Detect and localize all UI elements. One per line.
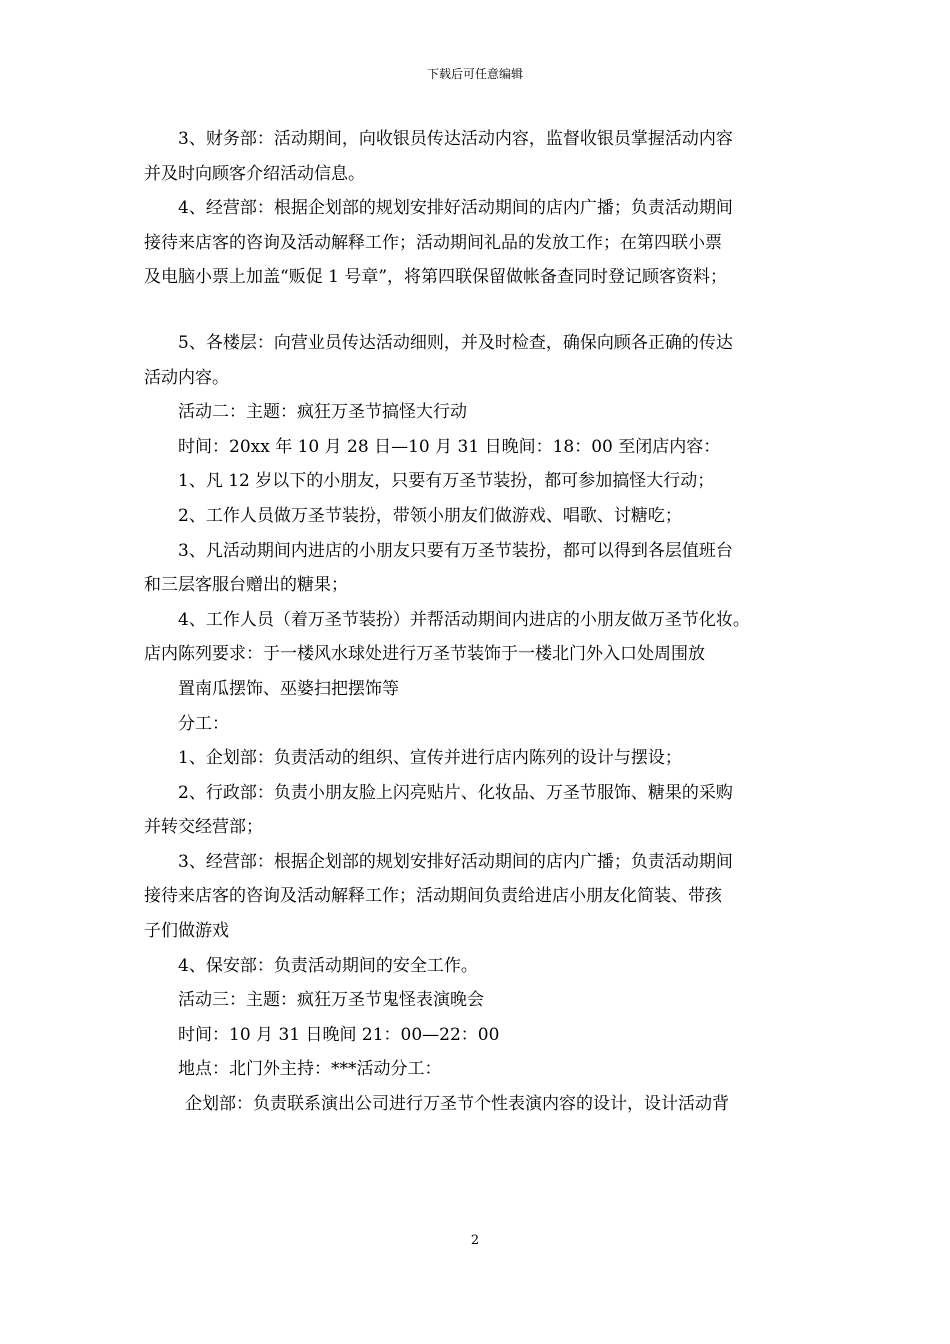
paragraph-line: 4、经营部：根据企划部的规划安排好活动期间的店内广播；负责活动期间 <box>178 198 733 219</box>
paragraph-line: 活动内容。 <box>144 367 229 388</box>
paragraph-line: 接待来店客的咨询及活动解释工作；活动期间礼品的发放工作；在第四联小票 <box>144 232 722 253</box>
paragraph-line: 及电脑小票上加盖“贩促 1 号章”，将第四联保留做帐备查同时登记顾客资料； <box>144 267 728 288</box>
page-number: 2 <box>470 1233 480 1248</box>
paragraph-line: 并及时向顾客介绍活动信息。 <box>144 163 365 184</box>
paragraph-line: 3、经营部：根据企划部的规划安排好活动期间的店内广播；负责活动期间 <box>178 851 733 872</box>
paragraph-line: 1、企划部：负责活动的组织、宣传并进行店内陈列的设计与摆设； <box>178 748 682 769</box>
paragraph-line: 2、行政部：负责小朋友脸上闪亮贴片、化妆品、万圣节服饰、糖果的采购 <box>178 782 733 803</box>
paragraph-line: 和三层客服台赠出的糖果； <box>144 575 348 596</box>
paragraph-line: 1、凡 12 岁以下的小朋友，只要有万圣节装扮，都可参加搞怪大行动； <box>178 471 715 492</box>
paragraph-line: 4、工作人员（着万圣节装扮）并帮活动期间内进店的小朋友做万圣节化妆。 <box>178 609 750 630</box>
paragraph-line: 接待来店客的咨询及活动解释工作；活动期间负责给进店小朋友化简装、带孩 <box>144 886 722 907</box>
document-body <box>144 122 824 1122</box>
paragraph-line: 5、各楼层：向营业员传达活动细则，并及时检查，确保向顾各正确的传达 <box>178 332 733 353</box>
paragraph-line: 分工： <box>178 713 229 734</box>
paragraph-line: 店内陈列要求：于一楼风水球处进行万圣节装饰于一楼北门外入口处周围放 <box>144 644 705 665</box>
page-header: 下载后可任意编辑 <box>426 67 523 81</box>
paragraph-line: 4、保安部：负责活动期间的安全工作。 <box>178 955 478 976</box>
paragraph-line: 地点：北门外主持：***活动分工： <box>178 1059 442 1080</box>
paragraph-line: 置南瓜摆饰、巫婆扫把摆饰等 <box>178 678 399 699</box>
section-heading: 活动二：主题：疯狂万圣节搞怪大行动 <box>178 402 467 423</box>
section-heading: 活动三：主题：疯狂万圣节鬼怪表演晚会 <box>178 990 484 1011</box>
paragraph-line: 2、工作人员做万圣节装扮，带领小朋友们做游戏、唱歌、讨糖吃； <box>178 505 682 526</box>
paragraph-line: 3、财务部：活动期间，向收银员传达活动内容，监督收银员掌握活动内容 <box>178 129 733 149</box>
paragraph-line: 子们做游戏 <box>144 921 229 942</box>
paragraph-line: 并转交经营部； <box>144 817 263 838</box>
paragraph-line: 时间：10 月 31 日晚间 21：00—22：00 <box>178 1024 500 1045</box>
paragraph-line: 企划部：负责联系演出公司进行万圣节个性表演内容的设计，设计活动背 <box>185 1094 729 1115</box>
paragraph-line: 时间：20xx 年 10 月 28 日—10 月 31 日晚间：18：00 至闭店内容： <box>178 436 721 457</box>
paragraph-gap <box>144 295 824 326</box>
paragraph-line: 3、凡活动期间内进店的小朋友只要有万圣节装扮，都可以得到各层值班台 <box>178 540 733 561</box>
